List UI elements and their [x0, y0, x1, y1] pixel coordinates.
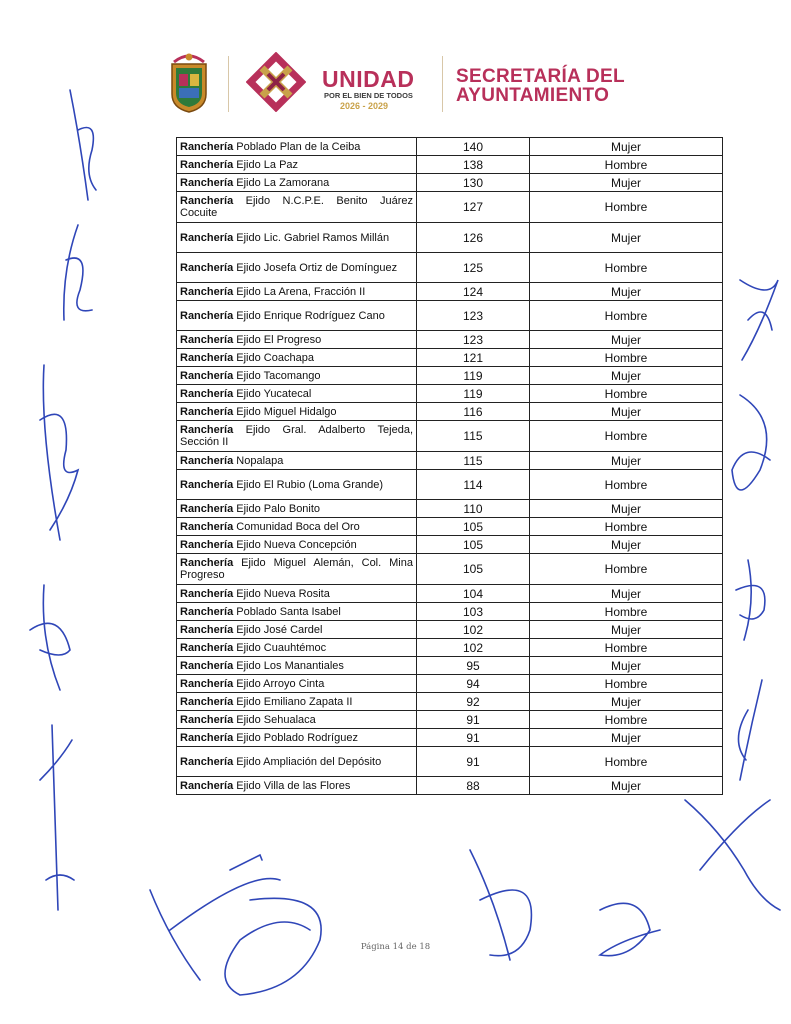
gender-cell: Mujer — [530, 585, 723, 603]
signature-mark — [230, 855, 262, 870]
locality-type: Ranchería — [180, 779, 234, 792]
signature-mark — [30, 585, 70, 690]
locality-cell — [177, 253, 417, 283]
table-row — [177, 403, 723, 421]
locality-cell — [177, 675, 417, 693]
value-cell: 130 — [417, 174, 530, 192]
gender-cell: Mujer — [530, 693, 723, 711]
locality-name: Ejido Josefa Ortiz de Domínguez — [236, 261, 398, 274]
table-row — [177, 283, 723, 301]
locality-type: Ranchería — [180, 520, 234, 533]
value-cell: 114 — [417, 470, 530, 500]
table-row — [177, 518, 723, 536]
value-cell: 140 — [417, 138, 530, 156]
locality-cell — [177, 657, 417, 675]
signature-mark — [70, 90, 96, 200]
signature-mark — [736, 560, 765, 640]
table-row — [177, 693, 723, 711]
locality-type: Ranchería — [180, 424, 234, 436]
signature-mark — [740, 280, 778, 360]
table-row — [177, 729, 723, 747]
locality-cell — [177, 603, 417, 621]
locality-type: Ranchería — [180, 605, 234, 618]
table-row — [177, 554, 723, 585]
locality-name: Ejido Lic. Gabriel Ramos Millán — [236, 231, 390, 244]
locality-type: Ranchería — [180, 538, 234, 551]
gender-cell: Mujer — [530, 657, 723, 675]
locality-name: Poblado Plan de la Ceiba — [236, 140, 361, 153]
logo-name: UNIDAD — [322, 66, 415, 92]
locality-name: Ejido Los Manantiales — [236, 659, 344, 672]
locality-cell — [177, 518, 417, 536]
value-cell: 92 — [417, 693, 530, 711]
gender-cell: Mujer — [530, 500, 723, 518]
gender-cell: Hombre — [530, 470, 723, 500]
value-cell: 105 — [417, 536, 530, 554]
value-cell: 102 — [417, 621, 530, 639]
locality-name: Ejido La Zamorana — [236, 176, 330, 189]
table-row — [177, 367, 723, 385]
locality-cell — [177, 156, 417, 174]
gender-cell: Hombre — [530, 301, 723, 331]
locality-name: Ejido La Arena, Fracción II — [236, 285, 366, 298]
locality-cell — [177, 385, 417, 403]
table-row — [177, 349, 723, 367]
table-row — [177, 657, 723, 675]
value-cell: 110 — [417, 500, 530, 518]
gender-cell: Hombre — [530, 711, 723, 729]
gender-cell: Mujer — [530, 283, 723, 301]
gender-cell: Mujer — [530, 403, 723, 421]
locality-type: Ranchería — [180, 587, 234, 600]
header-divider — [442, 56, 443, 112]
value-cell: 91 — [417, 747, 530, 777]
locality-type: Ranchería — [180, 659, 234, 672]
value-cell: 123 — [417, 331, 530, 349]
table-row — [177, 585, 723, 603]
gender-cell: Mujer — [530, 174, 723, 192]
gender-cell: Hombre — [530, 747, 723, 777]
locality-name: Ejido Enrique Rodríguez Cano — [236, 309, 385, 322]
locality-type: Ranchería — [180, 176, 234, 189]
locality-name: Ejido Ampliación del Depósito — [236, 755, 382, 768]
locality-cell — [177, 536, 417, 554]
gender-cell: Hombre — [530, 518, 723, 536]
locality-name: Ejido Poblado Rodríguez — [236, 731, 358, 744]
municipal-seal-icon — [166, 50, 212, 114]
value-cell: 115 — [417, 452, 530, 470]
value-cell: 121 — [417, 349, 530, 367]
document-header — [162, 48, 642, 120]
locality-type: Ranchería — [180, 695, 234, 708]
locality-cell — [177, 174, 417, 192]
locality-cell — [177, 301, 417, 331]
table-row — [177, 777, 723, 795]
locality-type: Ranchería — [180, 677, 234, 690]
locality-cell — [177, 747, 417, 777]
locality-type: Ranchería — [180, 502, 234, 515]
header-divider — [228, 56, 229, 112]
signature-mark — [685, 800, 780, 910]
locality-name: Ejido Emiliano Zapata II — [236, 695, 353, 708]
locality-type: Ranchería — [180, 231, 234, 244]
gender-cell: Hombre — [530, 554, 723, 585]
table-row — [177, 747, 723, 777]
locality-type: Ranchería — [180, 285, 234, 298]
value-cell: 124 — [417, 283, 530, 301]
value-cell: 126 — [417, 223, 530, 253]
locality-type: Ranchería — [180, 405, 234, 418]
gender-cell: Hombre — [530, 156, 723, 174]
table-row — [177, 301, 723, 331]
gender-cell: Mujer — [530, 223, 723, 253]
value-cell: 123 — [417, 301, 530, 331]
table-row — [177, 192, 723, 223]
locality-type: Ranchería — [180, 731, 234, 744]
value-cell: 105 — [417, 518, 530, 536]
locality-cell — [177, 711, 417, 729]
unidad-logo-icon — [246, 52, 306, 112]
table-row — [177, 138, 723, 156]
table-row — [177, 452, 723, 470]
locality-cell — [177, 192, 417, 223]
signature-mark — [40, 365, 78, 540]
locality-cell — [177, 554, 417, 585]
gender-cell: Mujer — [530, 331, 723, 349]
locality-name: Ejido N.C.P.E. Benito Juárez Cocuite — [180, 195, 414, 219]
gender-cell: Hombre — [530, 192, 723, 223]
locality-name: Ejido José Cardel — [236, 623, 323, 636]
locality-type: Ranchería — [180, 158, 234, 171]
value-cell: 102 — [417, 639, 530, 657]
locality-cell — [177, 621, 417, 639]
locality-cell — [177, 452, 417, 470]
gender-cell: Mujer — [530, 138, 723, 156]
table-row — [177, 711, 723, 729]
value-cell: 91 — [417, 729, 530, 747]
table-row — [177, 253, 723, 283]
locality-name: Poblado Santa Isabel — [236, 605, 341, 618]
locality-cell — [177, 639, 417, 657]
locality-type: Ranchería — [180, 351, 234, 364]
locality-name: Ejido Nueva Concepción — [236, 538, 357, 551]
table-row — [177, 621, 723, 639]
signature-mark — [732, 395, 770, 490]
locality-name: Comunidad Boca del Oro — [236, 520, 360, 533]
table-row — [177, 223, 723, 253]
signature-mark — [40, 725, 74, 910]
table-row — [177, 536, 723, 554]
locality-type: Ranchería — [180, 713, 234, 726]
locality-cell — [177, 693, 417, 711]
signature-mark — [64, 225, 92, 320]
localities-table — [176, 137, 723, 795]
gender-cell: Hombre — [530, 385, 723, 403]
value-cell: 119 — [417, 367, 530, 385]
table-row — [177, 174, 723, 192]
gender-cell: Mujer — [530, 729, 723, 747]
locality-name: Nopalapa — [236, 454, 284, 467]
logo-years: 2026 - 2029 — [340, 101, 389, 111]
value-cell: 116 — [417, 403, 530, 421]
locality-type: Ranchería — [180, 309, 234, 322]
gender-cell: Mujer — [530, 621, 723, 639]
locality-cell — [177, 470, 417, 500]
value-cell: 125 — [417, 253, 530, 283]
locality-name: Ejido Villa de las Flores — [236, 779, 351, 792]
value-cell: 119 — [417, 385, 530, 403]
table-row — [177, 603, 723, 621]
locality-name: Ejido Miguel Hidalgo — [236, 405, 337, 418]
locality-name: Ejido El Rubio (Loma Grande) — [236, 478, 384, 491]
locality-type: Ranchería — [180, 140, 234, 153]
gender-cell: Hombre — [530, 675, 723, 693]
locality-cell — [177, 403, 417, 421]
locality-type: Ranchería — [180, 333, 234, 346]
locality-name: Ejido Arroyo Cinta — [236, 677, 325, 690]
value-cell: 88 — [417, 777, 530, 795]
locality-name: Ejido Nueva Rosita — [236, 587, 330, 600]
locality-cell — [177, 367, 417, 385]
table-row — [177, 156, 723, 174]
value-cell: 115 — [417, 421, 530, 452]
locality-cell — [177, 331, 417, 349]
locality-type: Ranchería — [180, 478, 234, 491]
gender-cell: Hombre — [530, 639, 723, 657]
value-cell: 95 — [417, 657, 530, 675]
gender-cell: Hombre — [530, 349, 723, 367]
locality-type: Ranchería — [180, 195, 234, 207]
locality-name: Ejido La Paz — [236, 158, 299, 171]
locality-cell — [177, 421, 417, 452]
gender-cell: Mujer — [530, 367, 723, 385]
locality-cell — [177, 349, 417, 367]
signature-mark — [150, 879, 280, 980]
table-row — [177, 385, 723, 403]
page-number: Página 14 de 18 — [360, 942, 431, 952]
locality-cell — [177, 500, 417, 518]
gender-cell: Hombre — [530, 253, 723, 283]
logo-slogan: POR EL BIEN DE TODOS — [324, 91, 413, 100]
locality-name: Ejido Sehualaca — [236, 713, 316, 726]
locality-type: Ranchería — [180, 557, 234, 569]
value-cell: 105 — [417, 554, 530, 585]
office-title-line1: SECRETARÍA DEL — [456, 66, 625, 87]
locality-type: Ranchería — [180, 623, 234, 636]
locality-type: Ranchería — [180, 454, 234, 467]
value-cell: 91 — [417, 711, 530, 729]
locality-type: Ranchería — [180, 261, 234, 274]
table-row — [177, 470, 723, 500]
table-row — [177, 331, 723, 349]
locality-cell — [177, 729, 417, 747]
locality-name: Ejido Cuauhtémoc — [236, 641, 327, 654]
table-row — [177, 421, 723, 452]
locality-cell — [177, 138, 417, 156]
value-cell: 94 — [417, 675, 530, 693]
gender-cell: Mujer — [530, 777, 723, 795]
value-cell: 103 — [417, 603, 530, 621]
gender-cell: Hombre — [530, 603, 723, 621]
gender-cell: Mujer — [530, 536, 723, 554]
value-cell: 104 — [417, 585, 530, 603]
office-title-line2: AYUNTAMIENTO — [456, 85, 610, 106]
value-cell: 127 — [417, 192, 530, 223]
locality-name: Ejido Miguel Alemán, Col. Mina Progreso — [180, 557, 413, 581]
table-row — [177, 639, 723, 657]
locality-type: Ranchería — [180, 387, 234, 400]
locality-name: Ejido Coachapa — [236, 351, 314, 364]
table-row — [177, 500, 723, 518]
locality-cell — [177, 223, 417, 253]
locality-type: Ranchería — [180, 641, 234, 654]
locality-name: Ejido Gral. Adalberto Tejeda, Sección II — [180, 424, 413, 448]
signature-mark — [738, 680, 762, 780]
gender-cell: Hombre — [530, 421, 723, 452]
locality-name: Ejido Yucatecal — [236, 387, 312, 400]
locality-cell — [177, 283, 417, 301]
locality-cell — [177, 777, 417, 795]
locality-cell — [177, 585, 417, 603]
value-cell: 138 — [417, 156, 530, 174]
locality-name: Ejido Tacomango — [236, 369, 321, 382]
gender-cell: Mujer — [530, 452, 723, 470]
table-row — [177, 675, 723, 693]
locality-name: Ejido El Progreso — [236, 333, 322, 346]
locality-name: Ejido Palo Bonito — [236, 502, 321, 515]
locality-type: Ranchería — [180, 755, 234, 768]
locality-type: Ranchería — [180, 369, 234, 382]
